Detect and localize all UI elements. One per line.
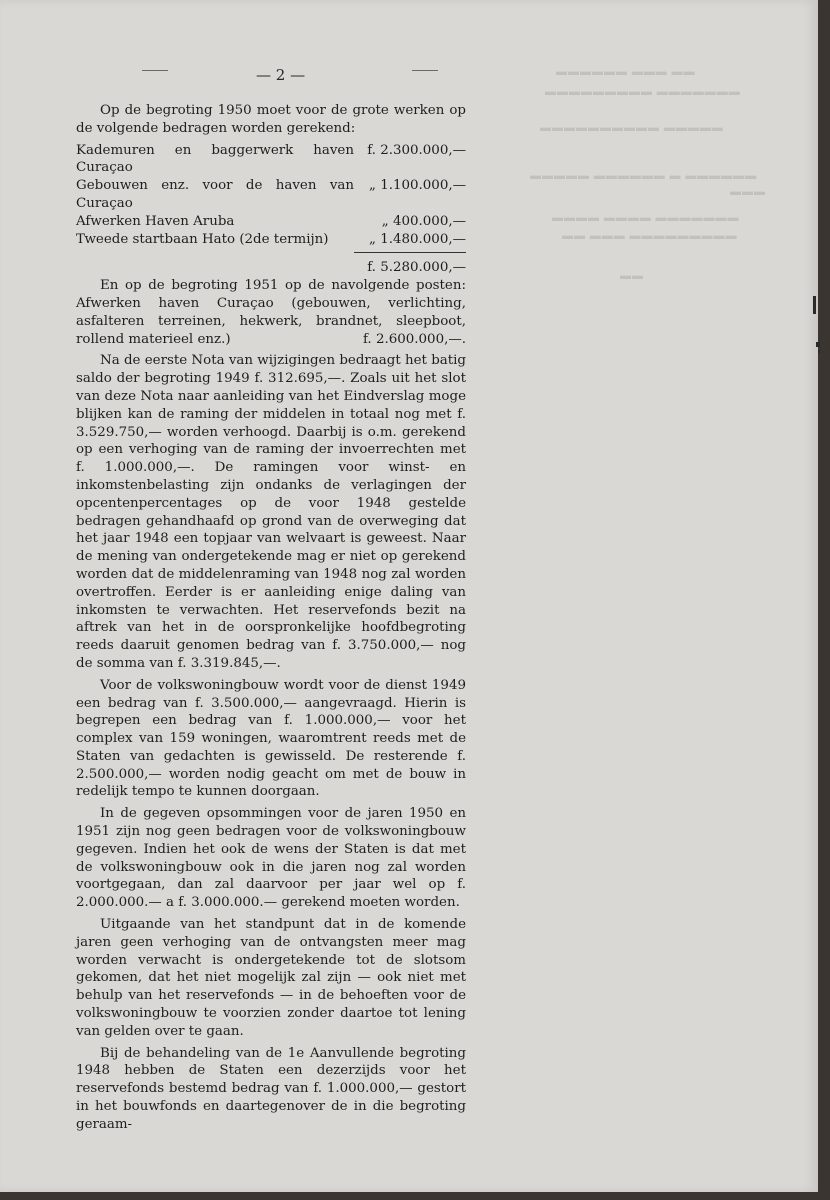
total-1950: f. 5.280.000,— xyxy=(367,260,466,276)
paragraph: Bij de behandeling van de 1e Aanvullende begroting 1948 hebben de Staten een dezerzijds voor het reservefonds bestemd bedrag van f. 1.000.000,— gestort in het bouwfonds en daartegenover de in die begroting geraam- xyxy=(76,1045,466,1132)
bleed-through-line: ▬▬▬▬ ▬▬▬▬ ▬▬▬▬▬▬▬ xyxy=(552,212,740,224)
amount-1951: f. 2.600.000,—. xyxy=(362,331,466,347)
budget-list-1950 xyxy=(76,142,466,278)
bleed-through-line: ▬▬ ▬▬▬ ▬▬▬▬▬▬▬▬▬ xyxy=(562,230,738,242)
paragraph: Voor de volkswoningbouw wordt voor de dienst 1949 een bedrag van f. 3.500.000,— aangevraagd. Hierin is begrepen een bedrag van f. 1.000.000,— voor het complex van 159 woningen, waaromtrent reeds met de Staten van gedachten is gewisseld. De resterende f. 2.500.000,— worden nodig geacht om met de bouw in redelijk tempo te kunnen doorgaan. xyxy=(76,677,466,800)
opening-paragraph: Op de begroting 1950 moet voor de grote werken op de volgende bedragen worden gerekend: xyxy=(76,103,466,136)
list-item: Tweede startbaan Hato (2de termijn) „ 1.480.000,— xyxy=(76,231,466,247)
bleed-through-line: ▬▬▬▬▬▬ ▬▬▬ ▬▬ xyxy=(556,66,696,78)
paragraph: Uitgaande van het standpunt dat in de komende jaren geen verhoging van de ontvangsten meer mag worden verwacht is ondergetekende tot de slotsom gekomen, dat het niet mogelijk zal zijn — ook niet met behulp van het reservefonds — in de behoeften voor de volkswoningbouw te voorzien zonder daartoe tot lening van gelden over te gaan. xyxy=(76,917,466,1039)
list-item: Afwerken Haven Aruba „ 400.000,— xyxy=(76,213,466,229)
stray-mark xyxy=(142,70,168,71)
paragraph: In de gegeven opsommingen voor de jaren 1950 en 1951 zijn nog geen bedragen voor de volkswoningbouw gegeven. Indien het ook de wens der Staten is dat met de volkswoningbouw ook in die jaren nog zal worden voortgegaan, dan zal daarvoor per jaar wel op f. 2.000.000.— a f. 3.000.000.— gerekend moeten worden. xyxy=(76,806,466,911)
list-item: Gebouwen enz. voor de haven van Curaçao „ 1.100.000,— xyxy=(76,178,466,211)
body-text xyxy=(76,102,466,1138)
bleed-through-line: ▬▬▬▬▬▬▬▬▬▬ ▬▬▬▬▬ xyxy=(540,122,724,134)
edge-speck xyxy=(813,296,816,314)
bleed-through-line: ▬▬▬▬▬▬▬▬▬ ▬▬▬▬▬▬▬ xyxy=(545,86,741,98)
paragraph: Na de eerste Nota van wijzigingen bedraagt het batig saldo der begroting 1949 f. 312.695,—. Zoals uit het slot van deze Nota naar aanleiding van het Eindverslag moge blijken kan de raming der middelen in totaal nog met f. 3.529.750,— worden verhoogd. Daarbij is o.m. gerekend op een verhoging van de raming der invoerrechten met f. 1.000.000,—. De ramingen voor winst- en inkomstenbelasting zijn ondanks de verlagingen der opcentenpercentages op de voor 1948 gestelde bedragen gehandhaafd op grond van de overweging dat het jaar 1948 een topjaar van welvaart is geweest. Naar de mening van ondergetekende mag er niet op gerekend worden dat de middelenraming van 1948 nog zal worden overtroffen. Eerder is er aanleiding enige daling van inkomsten te verwachten. Het reservefonds bezit na aftrek van het in de oorspronkelijke hoofdbegroting reeds daaruit genomen bedrag van f. 3.750.000,— nog de somma van f. 3.319.845,—. xyxy=(76,353,466,671)
bleed-through-line: ▬▬▬ xyxy=(730,186,766,198)
edge-speck xyxy=(818,350,820,353)
stray-mark xyxy=(412,70,438,71)
bleed-through-line: ▬▬▬▬▬ ▬▬▬▬▬▬ ▬ ▬▬▬▬▬▬ xyxy=(530,170,758,182)
paragraph-1951: En op de begroting 1951 op de navolgende posten: Afwerken haven Curaçao (gebouwen, verlichting, asfalteren terreinen, hekwerk, brandnet, sleepboot, rollend materieel enz.) f. 2.600.000,—. xyxy=(76,278,466,347)
sum-rule xyxy=(354,252,466,253)
page-number: — 2 — xyxy=(256,66,306,84)
bleed-through-line: ▬▬ xyxy=(620,270,644,282)
edge-speck xyxy=(816,342,820,347)
list-item: Kademuren en baggerwerk haven Curaçao f. 2.300.000,— xyxy=(76,142,466,176)
